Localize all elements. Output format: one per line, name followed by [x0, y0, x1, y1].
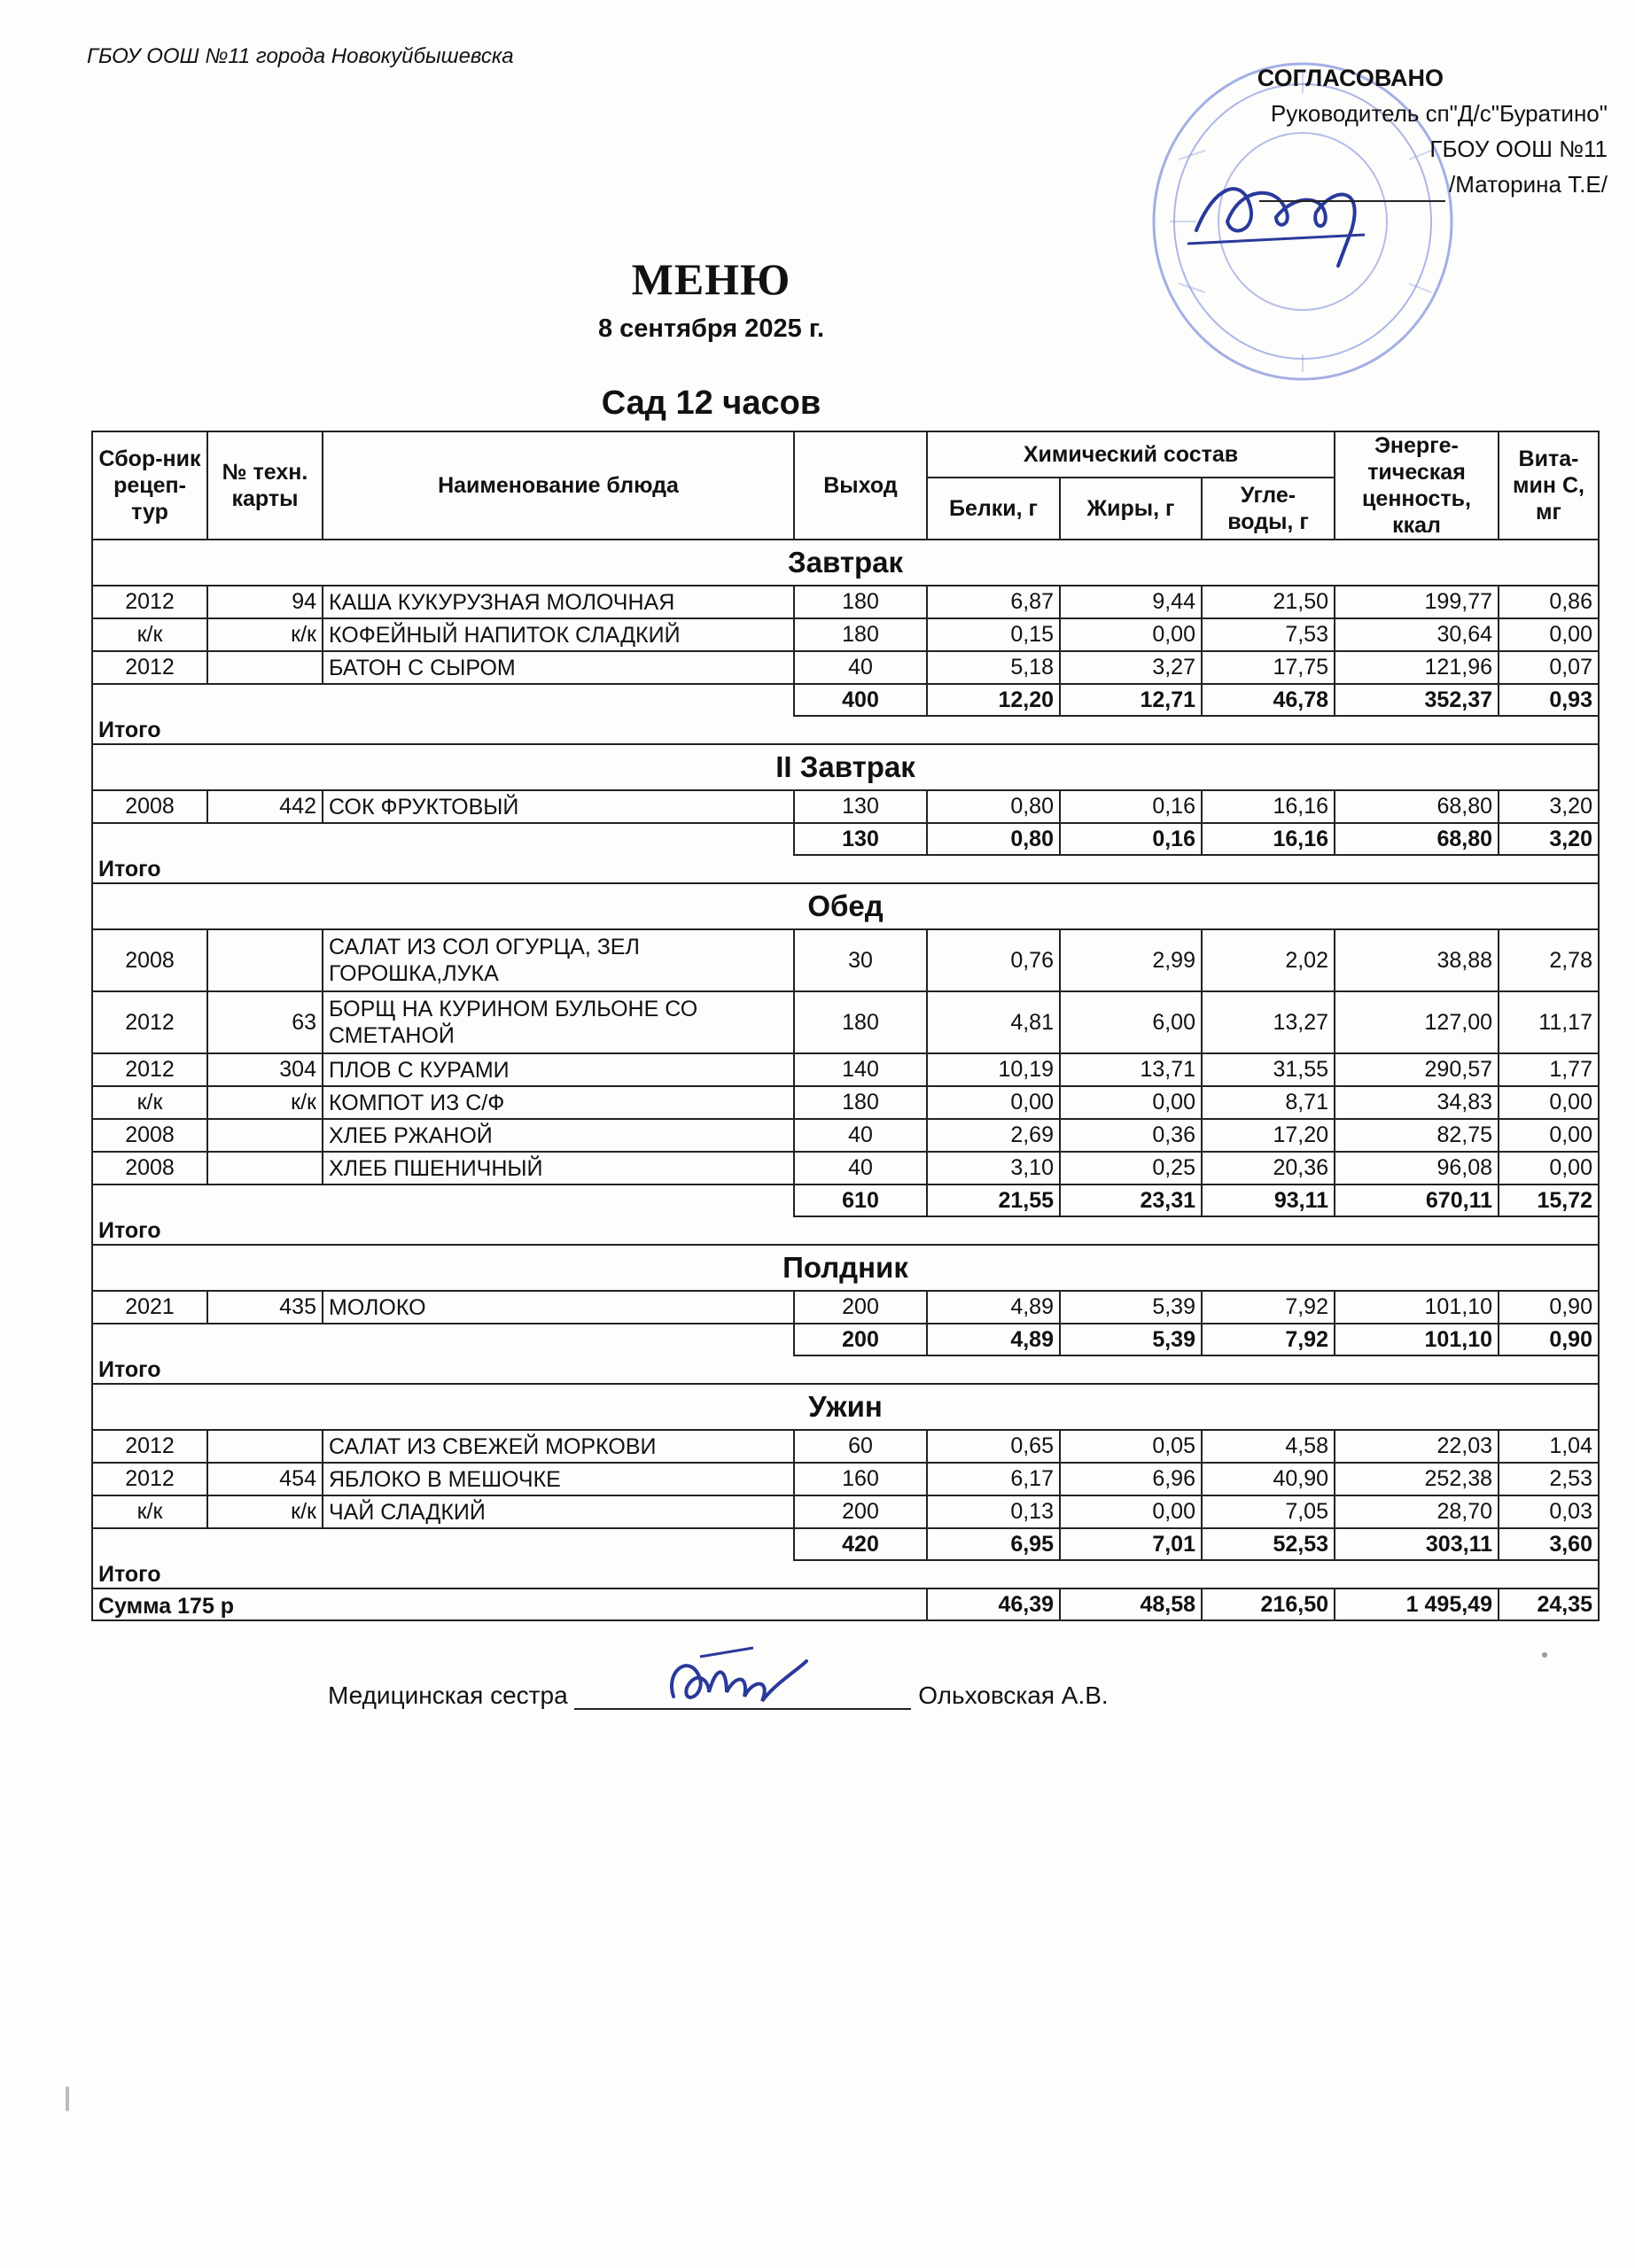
cell-dish: КАША КУКУРУЗНАЯ МОЛОЧНАЯ	[323, 586, 794, 618]
total-vitc: 15,72	[1499, 1184, 1599, 1216]
total-label-row	[92, 1355, 1599, 1384]
cell-vitc: 3,20	[1499, 790, 1599, 823]
cell-energy: 96,08	[1335, 1152, 1499, 1184]
cell-energy: 38,88	[1335, 929, 1499, 991]
cell-carbs: 31,55	[1202, 1053, 1335, 1086]
cell-fats: 2,99	[1060, 929, 1202, 991]
cell-dish: ХЛЕБ РЖАНОЙ	[323, 1119, 794, 1152]
total-fats: 0,16	[1060, 823, 1202, 855]
approval-block	[1111, 60, 1608, 202]
menu-body	[92, 540, 1599, 1620]
cell-collection: 2021	[92, 1291, 207, 1324]
cell-carbs: 4,58	[1202, 1430, 1335, 1463]
total-label: Итого	[92, 1216, 1599, 1245]
cell-vitc: 0,00	[1499, 1152, 1599, 1184]
approval-signatory: /Маторина Т.Е/	[1449, 171, 1608, 198]
cell-dish: ЯБЛОКО В МЕШОЧКЕ	[323, 1463, 794, 1495]
cell-fats: 0,00	[1060, 1495, 1202, 1528]
cell-card	[207, 1152, 323, 1184]
cell-output: 130	[794, 790, 927, 823]
cell-card: к/к	[207, 618, 323, 651]
cell-vitc: 2,53	[1499, 1463, 1599, 1495]
cell-dish: КОМПОТ ИЗ С/Ф	[323, 1086, 794, 1119]
total-proteins: 4,89	[927, 1324, 1060, 1355]
cell-energy: 34,83	[1335, 1086, 1499, 1119]
cell-energy: 22,03	[1335, 1430, 1499, 1463]
total-label: Итого	[92, 1355, 1599, 1384]
dish-row	[92, 991, 1599, 1053]
cell-proteins: 0,65	[927, 1430, 1060, 1463]
cell-fats: 13,71	[1060, 1053, 1202, 1086]
cell-card: 442	[207, 790, 323, 823]
cell-dish: МОЛОКО	[323, 1291, 794, 1324]
sum-carbs: 216,50	[1202, 1588, 1335, 1620]
cell-output: 180	[794, 618, 927, 651]
approval-line-3	[1111, 167, 1608, 202]
sum-proteins: 46,39	[927, 1588, 1060, 1620]
cell-proteins: 5,18	[927, 651, 1060, 684]
cell-carbs: 17,20	[1202, 1119, 1335, 1152]
cell-dish: САЛАТ ИЗ СОЛ ОГУРЦА, ЗЕЛ ГОРОШКА,ЛУКА	[323, 929, 794, 991]
cell-card	[207, 1119, 323, 1152]
cell-fats: 3,27	[1060, 651, 1202, 684]
total-output: 420	[794, 1528, 927, 1560]
cell-fats: 5,39	[1060, 1291, 1202, 1324]
sum-fats: 48,58	[1060, 1588, 1202, 1620]
cell-collection: 2012	[92, 991, 207, 1053]
dish-row	[92, 929, 1599, 991]
nurse-handwritten-signature	[656, 1643, 815, 1723]
meal-section-row	[92, 540, 1599, 586]
cell-energy: 30,64	[1335, 618, 1499, 651]
cell-card: к/к	[207, 1086, 323, 1119]
cell-proteins: 6,17	[927, 1463, 1060, 1495]
cell-energy: 121,96	[1335, 651, 1499, 684]
document-subtitle: Сад 12 часов	[601, 384, 821, 422]
cell-carbs: 40,90	[1202, 1463, 1335, 1495]
cell-output: 200	[794, 1495, 927, 1528]
total-label-row	[92, 855, 1599, 883]
total-label-row	[92, 1216, 1599, 1245]
menu-table	[91, 431, 1600, 1621]
meal-section-row	[92, 883, 1599, 929]
cell-carbs: 21,50	[1202, 586, 1335, 618]
cell-collection: 2008	[92, 929, 207, 991]
col-fats-header: Жиры, г	[1060, 478, 1202, 540]
dish-row	[92, 1430, 1599, 1463]
cell-proteins: 10,19	[927, 1053, 1060, 1086]
total-row	[92, 823, 1599, 855]
cell-dish: САЛАТ ИЗ СВЕЖЕЙ МОРКОВИ	[323, 1430, 794, 1463]
cell-carbs: 7,92	[1202, 1291, 1335, 1324]
cell-fats: 6,00	[1060, 991, 1202, 1053]
total-energy: 68,80	[1335, 823, 1499, 855]
meal-name: Завтрак	[92, 540, 1599, 586]
col-energy-header: Энерге-тическая ценность, ккал	[1335, 431, 1499, 540]
cell-energy: 290,57	[1335, 1053, 1499, 1086]
total-proteins: 21,55	[927, 1184, 1060, 1216]
total-energy: 303,11	[1335, 1528, 1499, 1560]
dish-row	[92, 651, 1599, 684]
cell-vitc: 1,04	[1499, 1430, 1599, 1463]
cell-carbs: 13,27	[1202, 991, 1335, 1053]
meal-section-row	[92, 744, 1599, 790]
cell-vitc: 1,77	[1499, 1053, 1599, 1086]
cell-carbs: 2,02	[1202, 929, 1335, 991]
scan-speck	[66, 2086, 69, 2111]
col-vitc-header: Вита-мин С, мг	[1499, 431, 1599, 540]
cell-fats: 0,00	[1060, 618, 1202, 651]
cell-collection: 2008	[92, 790, 207, 823]
cell-vitc: 11,17	[1499, 991, 1599, 1053]
total-output: 130	[794, 823, 927, 855]
total-label: Итого	[92, 1560, 1599, 1588]
cell-vitc: 0,86	[1499, 586, 1599, 618]
cell-vitc: 2,78	[1499, 929, 1599, 991]
cell-energy: 28,70	[1335, 1495, 1499, 1528]
approval-signature-line	[1259, 174, 1445, 202]
total-label: Итого	[92, 716, 1599, 744]
cell-output: 200	[794, 1291, 927, 1324]
cell-dish: СОК ФРУКТОВЫЙ	[323, 790, 794, 823]
total-vitc: 3,20	[1499, 823, 1599, 855]
cell-collection: 2012	[92, 651, 207, 684]
cell-proteins: 2,69	[927, 1119, 1060, 1152]
sum-energy: 1 495,49	[1335, 1588, 1499, 1620]
sum-row	[92, 1588, 1599, 1620]
cell-carbs: 17,75	[1202, 651, 1335, 684]
total-row	[92, 1184, 1599, 1216]
col-dish-header: Наименование блюда	[323, 431, 794, 540]
total-energy: 670,11	[1335, 1184, 1499, 1216]
cell-proteins: 6,87	[927, 586, 1060, 618]
total-output: 200	[794, 1324, 927, 1355]
cell-collection: 2012	[92, 586, 207, 618]
cell-energy: 68,80	[1335, 790, 1499, 823]
total-energy: 352,37	[1335, 684, 1499, 716]
cell-energy: 127,00	[1335, 991, 1499, 1053]
cell-dish: БАТОН С СЫРОМ	[323, 651, 794, 684]
col-chem-header: Химический состав	[927, 431, 1335, 478]
total-fats: 23,31	[1060, 1184, 1202, 1216]
dish-row	[92, 1463, 1599, 1495]
total-carbs: 16,16	[1202, 823, 1335, 855]
cell-collection: к/к	[92, 1086, 207, 1119]
total-label: Итого	[92, 855, 1599, 883]
total-vitc: 0,90	[1499, 1324, 1599, 1355]
cell-card	[207, 1430, 323, 1463]
cell-energy: 199,77	[1335, 586, 1499, 618]
cell-fats: 0,25	[1060, 1152, 1202, 1184]
col-card-header: № техн. карты	[207, 431, 323, 540]
cell-output: 40	[794, 651, 927, 684]
cell-proteins: 0,76	[927, 929, 1060, 991]
cell-vitc: 0,90	[1499, 1291, 1599, 1324]
cell-collection: 2008	[92, 1152, 207, 1184]
cell-proteins: 3,10	[927, 1152, 1060, 1184]
cell-proteins: 0,00	[927, 1086, 1060, 1119]
cell-fats: 9,44	[1060, 586, 1202, 618]
total-fats: 12,71	[1060, 684, 1202, 716]
total-carbs: 52,53	[1202, 1528, 1335, 1560]
total-proteins: 12,20	[927, 684, 1060, 716]
cell-proteins: 0,80	[927, 790, 1060, 823]
approval-line-2: ГБОУ ООШ №11	[1429, 136, 1608, 162]
col-collection-header: Сбор-ник рецеп-тур	[92, 431, 207, 540]
cell-output: 180	[794, 586, 927, 618]
dish-row	[92, 1291, 1599, 1324]
cell-card	[207, 929, 323, 991]
cell-vitc: 0,00	[1499, 618, 1599, 651]
total-vitc: 3,60	[1499, 1528, 1599, 1560]
cell-fats: 0,05	[1060, 1430, 1202, 1463]
cell-vitc: 0,00	[1499, 1119, 1599, 1152]
total-fats: 7,01	[1060, 1528, 1202, 1560]
cell-fats: 0,36	[1060, 1119, 1202, 1152]
dish-row	[92, 618, 1599, 651]
cell-vitc: 0,07	[1499, 651, 1599, 684]
cell-card: 304	[207, 1053, 323, 1086]
cell-output: 180	[794, 1086, 927, 1119]
cell-carbs: 7,05	[1202, 1495, 1335, 1528]
cell-energy: 101,10	[1335, 1291, 1499, 1324]
cell-collection: 2012	[92, 1463, 207, 1495]
cell-output: 140	[794, 1053, 927, 1086]
dish-row	[92, 1495, 1599, 1528]
total-output: 400	[794, 684, 927, 716]
total-energy: 101,10	[1335, 1324, 1499, 1355]
total-row	[92, 1324, 1599, 1355]
cell-output: 30	[794, 929, 927, 991]
cell-vitc: 0,03	[1499, 1495, 1599, 1528]
cell-dish: ХЛЕБ ПШЕНИЧНЫЙ	[323, 1152, 794, 1184]
cell-card: 63	[207, 991, 323, 1053]
dish-row	[92, 1053, 1599, 1086]
total-proteins: 6,95	[927, 1528, 1060, 1560]
cell-collection: 2008	[92, 1119, 207, 1152]
meal-name: Ужин	[92, 1384, 1599, 1430]
cell-fats: 0,00	[1060, 1086, 1202, 1119]
meal-name: II Завтрак	[92, 744, 1599, 790]
cell-card	[207, 651, 323, 684]
total-fats: 5,39	[1060, 1324, 1202, 1355]
total-carbs: 46,78	[1202, 684, 1335, 716]
sum-label: Сумма 175 р	[92, 1588, 927, 1620]
cell-proteins: 4,81	[927, 991, 1060, 1053]
col-proteins-header: Белки, г	[927, 478, 1060, 540]
meal-section-row	[92, 1245, 1599, 1291]
total-row	[92, 684, 1599, 716]
cell-proteins: 0,13	[927, 1495, 1060, 1528]
cell-energy: 82,75	[1335, 1119, 1499, 1152]
nurse-title: Медицинская сестра	[328, 1682, 568, 1709]
cell-carbs: 8,71	[1202, 1086, 1335, 1119]
cell-collection: к/к	[92, 1495, 207, 1528]
meal-name: Обед	[92, 883, 1599, 929]
cell-collection: 2012	[92, 1430, 207, 1463]
cell-carbs: 20,36	[1202, 1152, 1335, 1184]
document-date: 8 сентября 2025 г.	[597, 315, 825, 343]
cell-proteins: 0,15	[927, 618, 1060, 651]
dish-row	[92, 1152, 1599, 1184]
cell-dish: ПЛОВ С КУРАМИ	[323, 1053, 794, 1086]
cell-collection: 2012	[92, 1053, 207, 1086]
cell-dish: БОРЩ НА КУРИНОМ БУЛЬОНЕ СО СМЕТАНОЙ	[323, 991, 794, 1053]
approval-heading: СОГЛАСОВАНО	[1257, 65, 1444, 91]
dish-row	[92, 790, 1599, 823]
cell-dish: ЧАЙ СЛАДКИЙ	[323, 1495, 794, 1528]
cell-dish: КОФЕЙНЫЙ НАПИТОК СЛАДКИЙ	[323, 618, 794, 651]
total-carbs: 93,11	[1202, 1184, 1335, 1216]
total-row	[92, 1528, 1599, 1560]
cell-output: 40	[794, 1119, 927, 1152]
approval-line-1: Руководитель сп"Д/с"Буратино"	[1270, 100, 1608, 127]
total-output: 610	[794, 1184, 927, 1216]
cell-carbs: 16,16	[1202, 790, 1335, 823]
cell-output: 160	[794, 1463, 927, 1495]
total-vitc: 0,93	[1499, 684, 1599, 716]
total-proteins: 0,80	[927, 823, 1060, 855]
total-label-row	[92, 1560, 1599, 1588]
cell-energy: 252,38	[1335, 1463, 1499, 1495]
sum-vitc: 24,35	[1499, 1588, 1599, 1620]
total-label-row	[92, 716, 1599, 744]
cell-fats: 0,16	[1060, 790, 1202, 823]
cell-proteins: 4,89	[927, 1291, 1060, 1324]
cell-card: к/к	[207, 1495, 323, 1528]
cell-output: 60	[794, 1430, 927, 1463]
cell-card: 454	[207, 1463, 323, 1495]
dish-row	[92, 586, 1599, 618]
total-carbs: 7,92	[1202, 1324, 1335, 1355]
meal-section-row	[92, 1384, 1599, 1430]
document-title: МЕНЮ	[631, 254, 791, 304]
col-output-header: Выход	[794, 431, 927, 540]
col-carbs-header: Угле-воды, г	[1202, 478, 1335, 540]
cell-fats: 6,96	[1060, 1463, 1202, 1495]
cell-carbs: 7,53	[1202, 618, 1335, 651]
cell-output: 180	[794, 991, 927, 1053]
cell-card: 435	[207, 1291, 323, 1324]
meal-name: Полдник	[92, 1245, 1599, 1291]
dish-row	[92, 1086, 1599, 1119]
cell-card: 94	[207, 586, 323, 618]
cell-output: 40	[794, 1152, 927, 1184]
nurse-name: Ольховская А.В.	[918, 1682, 1109, 1709]
scan-speck	[1542, 1652, 1547, 1658]
cell-vitc: 0,00	[1499, 1086, 1599, 1119]
organization-name: ГБОУ ООШ №11 города Новокуйбышевска	[87, 44, 514, 68]
dish-row	[92, 1119, 1599, 1152]
cell-collection: к/к	[92, 618, 207, 651]
